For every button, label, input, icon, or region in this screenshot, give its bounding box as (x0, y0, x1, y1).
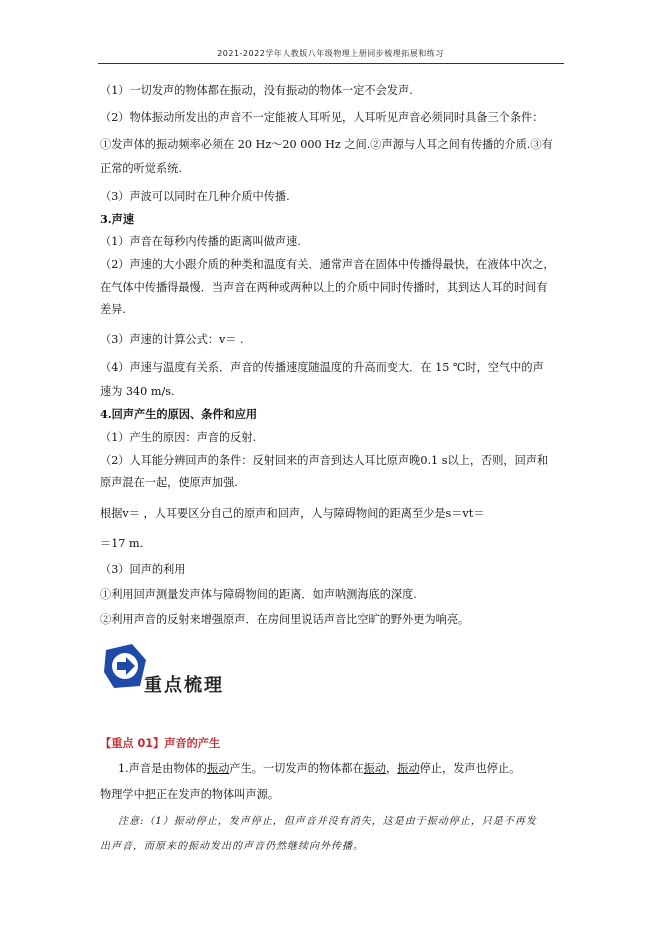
text-line: 速为 340 m/s. (100, 385, 175, 398)
text-line: 原声混在一起，使原声加强. (100, 476, 238, 489)
heading-echo: 4.回声产生的原因、条件和应用 (100, 407, 258, 421)
text-run: ， (386, 762, 398, 775)
text-line: ①发声体的振动频率必须在 20 Hz～20 000 Hz 之间.②声源与人耳之间有传播的介质.③有 (100, 138, 553, 151)
text-line: （4）声速与温度有关系．声音的传播速度随温度的升高而变大．在 15 ℃时，空气中的声 (100, 361, 544, 374)
text-line: （3）声波可以同时在几种介质中传播. (100, 190, 290, 203)
text-line: （2）声速的大小跟介质的种类和温度有关．通常声音在固体中传播得最快，在液体中次之， (100, 258, 555, 271)
text-line: 正常的听觉系统. (100, 162, 182, 175)
text-line: 在气体中传播得最慢．当声音在两种或两种以上的介质中同时传播时，其到达人耳的时间有 (100, 281, 548, 294)
text-run: 产生。一切发声的物体都在 (229, 762, 364, 775)
text-line: （2）人耳能分辨回声的条件：反射回来的声音到达人耳比原声晚0.1 s以上，否则，回声和 (100, 454, 549, 467)
text-line: 差异. (100, 303, 126, 316)
note-line: 注意:（1）振动停止，发声停止，但声音并没有消失，这是由于振动停止，只是不再发 (118, 816, 537, 827)
answer-underline: 振动 (397, 762, 420, 775)
text-line: 物理学中把正在发声的物体叫声源。 (100, 788, 280, 801)
header-divider (98, 63, 564, 64)
answer-underline: 振动 (363, 762, 387, 775)
key-point-tag: 【重点 01】声音的产生 (100, 737, 221, 750)
text-line: （1）一切发声的物体都在振动，没有振动的物体一定不会发声. (100, 84, 413, 97)
text-line: （3）声速的计算公式：v＝ . (100, 333, 244, 346)
page-header: 2021-2022学年人教版八年级物理上册同步梳理拓展和练习 (217, 49, 444, 58)
key-point-line (118, 762, 520, 776)
text-run: 停止，发声也停止。 (419, 762, 521, 775)
text-line: ②利用声音的反射来增强原声．在房间里说话声音比空旷的野外更为响亮。 (100, 613, 470, 626)
text-line: （1）声音在每秒内传播的距离叫做声速. (100, 235, 301, 248)
text-line: （2）物体振动所发出的声音不一定能被人耳听见，人耳听见声音必须同时具备三个条件： (100, 111, 544, 124)
answer-underline: 振动 (207, 762, 230, 775)
text-line: ①利用回声测量发声体与障碍物间的距离．如声呐测海底的深度. (100, 588, 417, 601)
text-run: 1.声音是由物体的 (118, 762, 207, 775)
section-title: 重点梳理 (144, 675, 224, 696)
text-line: （3）回声的利用 (100, 563, 186, 576)
text-line: （1）产生的原因：声音的反射. (100, 431, 257, 444)
text-line: ＝17 m. (100, 537, 144, 550)
note-line: 出声音，而原来的振动发出的声音仍然继续向外传播。 (100, 841, 364, 852)
heading-speed-of-sound: 3.声速 (100, 212, 135, 226)
text-line: 根据v＝ ，人耳要区分自己的原声和回声，人与障碍物间的距离至少是s＝vt＝ (100, 507, 485, 520)
